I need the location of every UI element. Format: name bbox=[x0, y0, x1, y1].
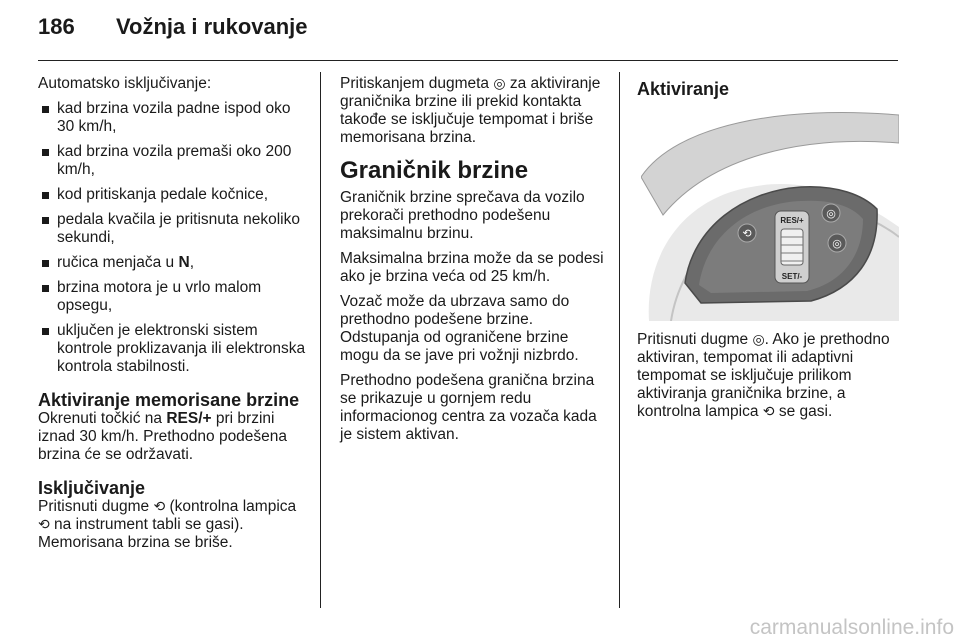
list-item-suffix: , bbox=[189, 254, 194, 271]
switch-off-text-c: na instrument tabli se gasi). Memorisana brzina se briše. bbox=[38, 516, 244, 551]
res-label: RES/+ bbox=[166, 410, 212, 427]
switch-off-text-b: (kontrolna lampica bbox=[165, 498, 297, 515]
cruise-control-icon: ⟲ bbox=[762, 404, 775, 420]
list-item: pedala kvačila je pritisnuta nekoliko sekundi, bbox=[38, 211, 310, 247]
list-item: brzina motora je u vrlo malom opsegu, bbox=[38, 279, 310, 315]
column-divider-2 bbox=[619, 72, 620, 608]
activation-text-a: Pritisnuti dugme bbox=[637, 331, 753, 348]
gear-n-label: N bbox=[178, 254, 190, 271]
steering-wheel-figure bbox=[641, 107, 899, 321]
figure-label-res: RES/+ bbox=[780, 216, 804, 225]
header-rule bbox=[38, 60, 898, 61]
activation-text bbox=[637, 331, 905, 421]
watermark: carmanualsonline.info bbox=[749, 616, 954, 639]
page-number: 186 bbox=[38, 14, 75, 39]
figure-label-set: SET/- bbox=[781, 272, 803, 281]
heading-switch-off: Isključivanje bbox=[38, 478, 146, 498]
activation-text-b: . Ako je prethodno aktiviran, tempomat ili adaptivni tempomat se isključuje prilikom aktiviranja graničnika brzine, a kontrolna lampica bbox=[637, 331, 890, 420]
limiter-paragraph: Vozač može da ubrzava samo do prethodno podešene brzine. Odstupanja od ograničene brzine mogu da se jave pri vožnji nizbrdo. bbox=[340, 293, 579, 364]
auto-off-list bbox=[38, 100, 310, 376]
limiter-paragraph: Prethodno podešena granična brzina se prikazuje u gornjem redu informacionog centra za vozača kada je sistem aktivan. bbox=[340, 372, 597, 443]
list-item bbox=[38, 254, 310, 272]
column-divider-1 bbox=[320, 72, 321, 608]
page-title: Vožnja i rukovanje bbox=[116, 14, 308, 39]
svg-text:⟲: ⟲ bbox=[742, 227, 752, 240]
cruise-control-icon: ⟲ bbox=[38, 517, 50, 533]
reactivate-text-a: Okrenuti točkić na bbox=[38, 410, 167, 427]
speed-limiter-icon: ◎ bbox=[752, 332, 765, 348]
column-3 bbox=[637, 75, 905, 428]
limiter-off-text-a: Pritiskanjem dugmeta bbox=[340, 75, 494, 92]
heading-activation: Aktiviranje bbox=[637, 79, 730, 99]
limiter-paragraph: Maksimalna brzina može da se podesi ako je brzina veća od 25 km/h. bbox=[340, 250, 604, 285]
reactivate-text-b: pri brzini iznad 30 km/h. Prethodno podešena brzina će se održavati. bbox=[38, 410, 288, 463]
limiter-off-text-b: za aktiviranje graničnika brzine ili prekid kontakta takođe se isključuje tempomat i briše memorisana brzina. bbox=[340, 75, 601, 146]
limiter-off-text bbox=[340, 75, 610, 147]
heading-speed-limiter: Graničnik brzine bbox=[340, 157, 529, 184]
limiter-paragraph: Graničnik brzine sprečava da vozilo prekorači prethodno podešenu maksimalnu brzinu. bbox=[340, 189, 585, 242]
list-item-text: ručica menjača u bbox=[57, 254, 179, 271]
switch-off-text bbox=[38, 498, 310, 552]
reactivate-text bbox=[38, 410, 310, 464]
activation-text-c: se gasi. bbox=[774, 403, 833, 420]
list-item: kod pritiskanja pedale kočnice, bbox=[38, 186, 310, 204]
switch-off-text-a: Pritisnuti dugme bbox=[38, 498, 154, 515]
heading-reactivate: Aktiviranje memorisane brzine bbox=[38, 390, 300, 410]
column-2 bbox=[340, 75, 610, 451]
speed-limiter-icon: ◎ bbox=[493, 76, 506, 92]
column-1 bbox=[38, 75, 310, 559]
list-item: uključen je elektronski sistem kontrole proklizavanja ili elektronska kontrola stabilnosti. bbox=[38, 322, 310, 376]
svg-text:◎: ◎ bbox=[826, 207, 836, 220]
svg-text:◎: ◎ bbox=[832, 237, 842, 250]
auto-off-intro: Automatsko isključivanje: bbox=[38, 75, 212, 92]
cruise-control-icon: ⟲ bbox=[153, 499, 166, 515]
list-item: kad brzina vozila premaši oko 200 km/h, bbox=[38, 143, 310, 179]
list-item: kad brzina vozila padne ispod oko 30 km/h, bbox=[38, 100, 310, 136]
